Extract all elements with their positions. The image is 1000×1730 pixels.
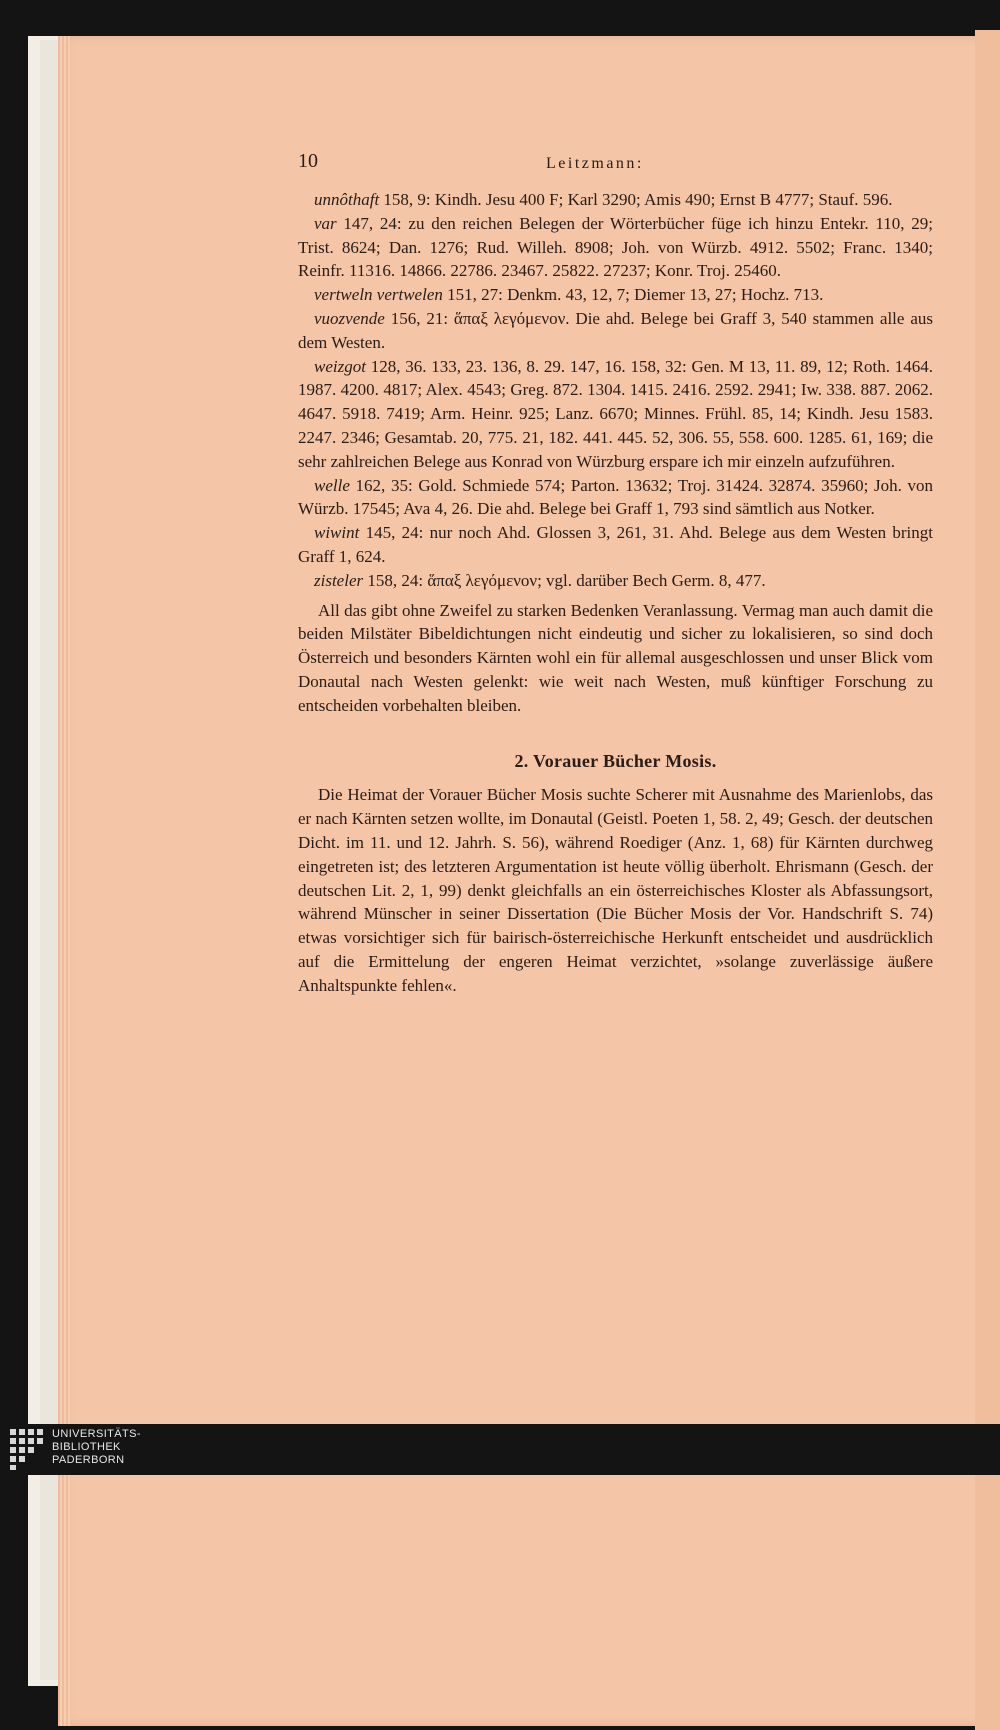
next-page-edge xyxy=(975,30,1000,1730)
entry-lemma: var xyxy=(314,213,337,233)
library-logo-icon xyxy=(8,1427,48,1471)
entry-6 xyxy=(298,521,933,569)
entry-4 xyxy=(298,355,933,474)
entry-lemma: vuozvende xyxy=(314,308,385,328)
library-line-3: PADERBORN xyxy=(52,1454,125,1466)
entry-text: 147, 24: zu den reichen Belegen der Wörterbücher füge ich hinzu Entekr. 110, 29; Trist. 8624; Dan. 1276; Rud. Willeh. 8908; Joh. von Würzb. 4912. 5502; Franc. 1340; Reinfr. 11316. 14866. 22786. 23467. 25822. 27237; Konr. Troj. 25460. xyxy=(298,213,933,281)
entry-3 xyxy=(298,307,933,355)
scan-footer-bar xyxy=(0,1424,1000,1475)
section-paragraph: Die Heimat der Vorauer Bücher Mosis suchte Scherer mit Ausnahme des Marienlobs, das er nach Kärnten setzen wollte, im Donautal (Geistl. Poeten 1, 58. 2, 49; Gesch. der deutschen Dicht. im 11. und 12. Jahrh. S. 56), während Roediger (Anz. 1, 68) für Kärnten durchweg eingetreten ist; des letzteren Argumentation ist heute völlig überholt. Ehrismann (Gesch. der deutschen Lit. 2, 1, 99) denkt gleichfalls an ein österreichisches Kloster als Abfassungsort, während Münscher in seiner Dissertation (Die Bücher Mosis der Vor. Handschrift S. 74) etwas vorsichtiger sich für bairisch-österreichische Herkunft entscheidet und ausdrücklich auf die Ermittelung der engeren Heimat verzichtet, »solange zuverlässige äußere Anhaltspunkte fehlen«. xyxy=(298,785,933,995)
entry-7 xyxy=(298,569,933,593)
library-name xyxy=(52,1428,141,1467)
library-line-1: UNIVERSITÄTS- xyxy=(52,1428,141,1440)
entry-text: 158, 24: ἅπαξ λεγόμενον; vgl. darüber Bech Germ. 8, 477. xyxy=(363,570,766,590)
entry-text: 128, 36. 133, 23. 136, 8. 29. 147, 16. 158, 32: Gen. M 13, 11. 89, 12; Roth. 1464. 1987. 4200. 4817; Alex. 4543; Greg. 872. 1304. 1415. 2416. 2592. 2941; Iw. 338. 887. 2062. 4647. 5918. 7419; Arm. Heinr. 925; Lanz. 6670; Minnes. Frühl. 85, 14; Kindh. Jesu 1583. 2247. 2346; Gesamtab. 20, 775. 21, 182. 441. 445. 52, 306. 55, 558. 600. 1285. 61, 169; die sehr zahlreichen Belege aus Konrad von Würzburg erspare ich mir einzeln aufzuführen. xyxy=(298,356,933,471)
entry-lemma: wiwint xyxy=(314,523,360,543)
entry-text: 156, 21: ἅπαξ λεγόμενον. Die ahd. Belege bei Graff 3, 540 stammen alle aus dem Westen. xyxy=(298,308,933,352)
entry-lemma: zisteler xyxy=(314,570,364,590)
entry-1 xyxy=(298,212,933,283)
section-heading: 2. Vorauer Bücher Mosis. xyxy=(514,750,717,771)
page-text-block xyxy=(298,150,933,998)
library-line-2: BIBLIOTHEK xyxy=(52,1441,121,1453)
entry-text: 151, 27: Denkm. 43, 12, 7; Diemer 13, 27; Hochz. 713. xyxy=(442,285,824,305)
entry-lemma: weizgot xyxy=(314,356,366,376)
entry-lemma: welle xyxy=(314,475,350,495)
entry-lemma: unnôthaft xyxy=(314,190,380,209)
entry-lemma: vertweln vertwelen xyxy=(314,285,443,305)
entry-0 xyxy=(298,188,933,212)
entry-text: 162, 35: Gold. Schmiede 574; Parton. 13632; Troj. 31424. 32874. 35960; Joh. von Würzb. 17545; Ava 4, 26. Die ahd. Belege bei Graff 1, 793 sind sämtlich aus Notker. xyxy=(298,475,933,519)
page-header xyxy=(298,150,933,180)
entry-2 xyxy=(298,283,933,307)
page-number: 10 xyxy=(298,150,318,172)
conclusion-paragraph: All das gibt ohne Zweifel zu starken Bedenken Veranlassung. Vermag man auch damit die beiden Milstäter Bibeldichtungen nicht eindeutig und sicher zu lokalisieren, so sind doch Österreich und besonders Kärnten wohl ein für allemal ausgeschlossen und unser Blick vom Donautal nach Westen gelenkt: wie weit nach Westen, muß künftiger Forschung zu entscheiden vorbehalten bleiben. xyxy=(298,600,933,715)
running-head: Leitzmann: xyxy=(546,155,644,172)
entry-5 xyxy=(298,474,933,522)
entry-text: 158, 9: Kindh. Jesu 400 F; Karl 3290; Amis 490; Ernst B 4777; Stauf. 596. xyxy=(379,190,893,209)
entry-text: 145, 24: nur noch Ahd. Glossen 3, 261, 31. Ahd. Belege aus dem Westen bringt Graff 1, 624. xyxy=(298,523,933,566)
